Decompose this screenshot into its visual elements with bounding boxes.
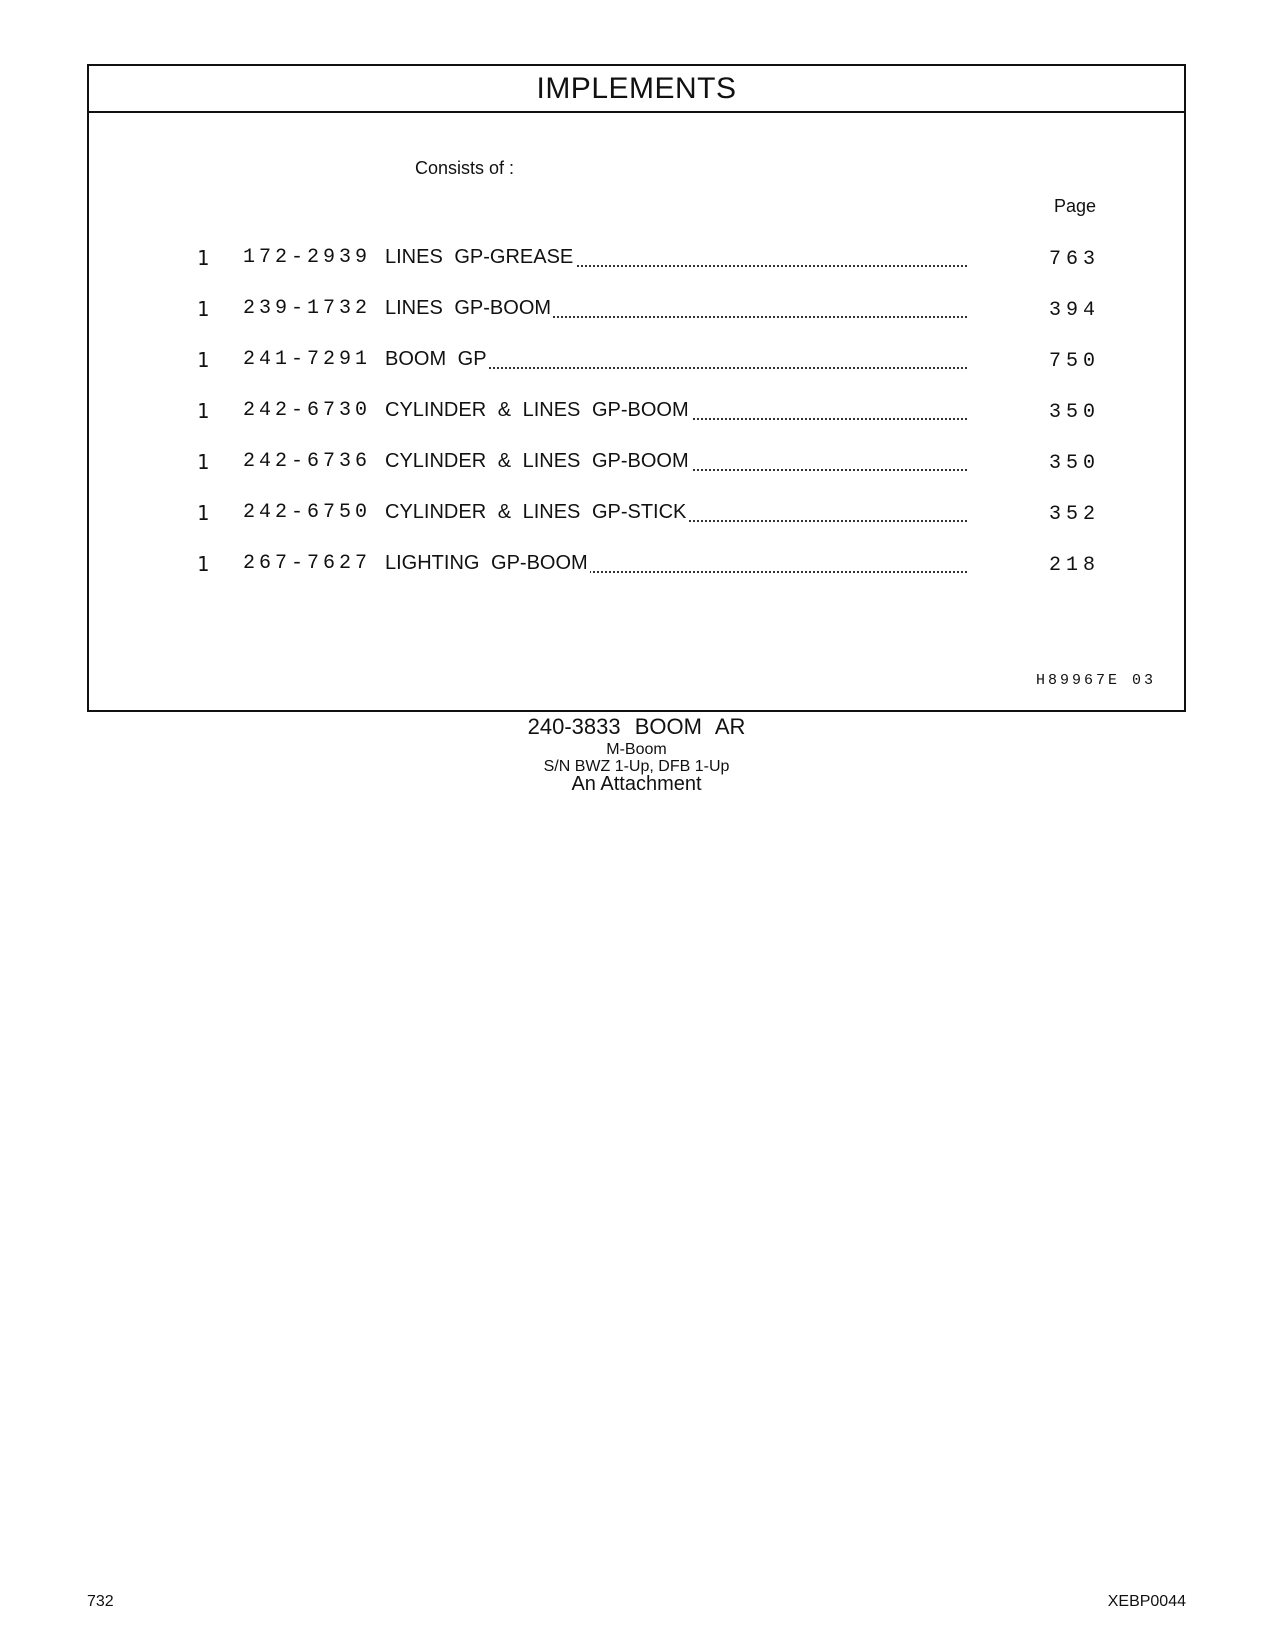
section-title: IMPLEMENTS bbox=[536, 71, 737, 105]
part-page-ref: 350 bbox=[1049, 452, 1101, 475]
part-number: 239-1732 bbox=[243, 297, 372, 320]
part-qty: 1 bbox=[197, 348, 211, 372]
list-item bbox=[89, 450, 1184, 480]
part-description-leader bbox=[385, 246, 967, 272]
part-description-leader bbox=[385, 552, 967, 578]
list-item bbox=[89, 501, 1184, 531]
part-number: 241-7291 bbox=[243, 348, 372, 371]
part-description-leader bbox=[385, 501, 967, 527]
part-page-ref: 352 bbox=[1049, 503, 1101, 526]
part-description: CYLINDER & LINES GP-BOOM bbox=[385, 399, 689, 421]
part-qty: 1 bbox=[197, 552, 211, 576]
caption-title: 240-3833 BOOM AR bbox=[527, 714, 746, 739]
list-item bbox=[89, 246, 1184, 276]
list-item bbox=[89, 399, 1184, 429]
part-number: 172-2939 bbox=[243, 246, 372, 269]
list-item bbox=[89, 297, 1184, 327]
part-description: BOOM GP bbox=[385, 348, 487, 370]
part-qty: 1 bbox=[197, 501, 211, 525]
part-qty: 1 bbox=[197, 450, 211, 474]
footer-page-number: 732 bbox=[87, 1593, 114, 1610]
part-number: 242-6730 bbox=[243, 399, 372, 422]
list-item bbox=[89, 552, 1184, 582]
part-page-ref: 394 bbox=[1049, 299, 1101, 322]
part-description: LINES GP-BOOM bbox=[385, 297, 552, 319]
part-description-leader bbox=[385, 297, 967, 323]
part-description-leader bbox=[385, 450, 967, 476]
drawing-code: H89967E 03 bbox=[1036, 672, 1157, 689]
title-bar bbox=[89, 66, 1184, 113]
part-description: LINES GP-GREASE bbox=[385, 246, 574, 268]
caption-line-2: S/N BWZ 1-Up, DFB 1-Up bbox=[543, 758, 730, 775]
part-description-leader bbox=[385, 399, 967, 425]
caption-line-1: M-Boom bbox=[606, 741, 667, 758]
part-page-ref: 218 bbox=[1049, 554, 1101, 577]
part-description: LIGHTING GP-BOOM bbox=[385, 552, 588, 574]
caption-line-3: An Attachment bbox=[571, 773, 702, 795]
part-page-ref: 763 bbox=[1049, 248, 1101, 271]
list-item bbox=[89, 348, 1184, 378]
consists-of-label: Consists of : bbox=[415, 158, 515, 178]
implements-frame bbox=[87, 64, 1186, 712]
part-description-leader bbox=[385, 348, 967, 374]
part-number: 267-7627 bbox=[243, 552, 372, 575]
part-description: CYLINDER & LINES GP-BOOM bbox=[385, 450, 689, 472]
part-page-ref: 750 bbox=[1049, 350, 1101, 373]
part-qty: 1 bbox=[197, 246, 211, 270]
part-number: 242-6736 bbox=[243, 450, 372, 473]
part-qty: 1 bbox=[197, 297, 211, 321]
footer-doc-code: XEBP0044 bbox=[1107, 1593, 1186, 1610]
part-qty: 1 bbox=[197, 399, 211, 423]
part-number: 242-6750 bbox=[243, 501, 372, 524]
part-description: CYLINDER & LINES GP-STICK bbox=[385, 501, 687, 523]
page-column-header: Page bbox=[1054, 196, 1097, 216]
part-page-ref: 350 bbox=[1049, 401, 1101, 424]
